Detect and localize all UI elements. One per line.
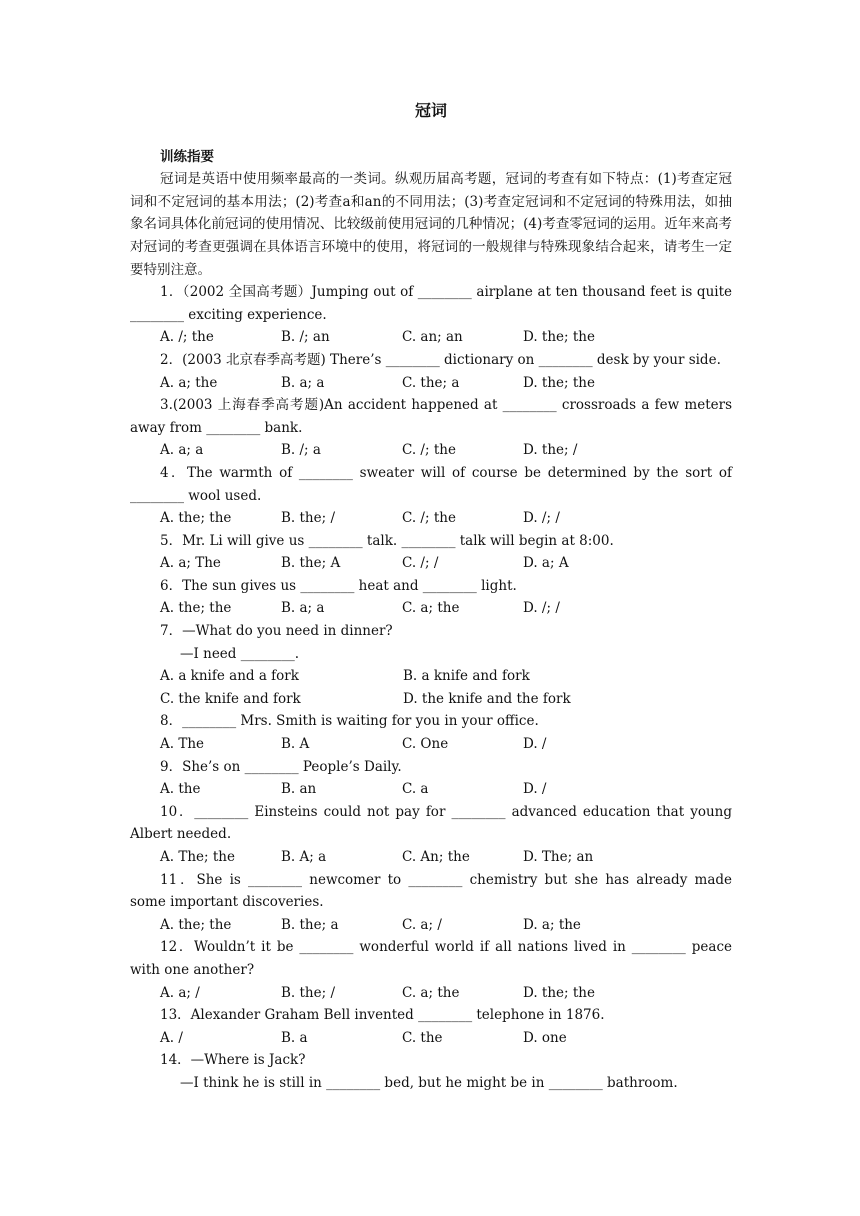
question-13: 13．Alexander Graham Bell invented ________ telephone in 1876. bbox=[160, 1007, 605, 1024]
option-a: A. /; the bbox=[160, 329, 214, 346]
question-7-options-row1 bbox=[130, 665, 732, 688]
option-a: A. a; a bbox=[160, 442, 204, 459]
question-5-options bbox=[130, 552, 732, 575]
option-b: B. a; a bbox=[281, 374, 325, 391]
question-2-options bbox=[130, 372, 732, 395]
document-page bbox=[130, 100, 732, 1095]
question-11-options bbox=[130, 914, 732, 937]
option-d: D. a; A bbox=[523, 555, 569, 572]
option-c: C. a; the bbox=[402, 984, 460, 1001]
option-c: C. an; an bbox=[402, 329, 463, 346]
option-b: B. a; a bbox=[281, 600, 325, 617]
option-d: D. the; / bbox=[523, 442, 578, 459]
option-b: B. the; / bbox=[281, 984, 335, 1001]
option-d: D. / bbox=[523, 781, 547, 798]
option-d: D. the; the bbox=[523, 329, 595, 346]
question-1-options bbox=[130, 326, 732, 349]
option-c: C. /; / bbox=[402, 555, 439, 572]
question-7-options-row2 bbox=[130, 688, 732, 711]
question-6: 6．The sun gives us ________ heat and ________ light. bbox=[160, 577, 517, 594]
option-a: A. a; the bbox=[160, 374, 218, 391]
option-b: B. A; a bbox=[281, 849, 327, 865]
question-12-options bbox=[130, 982, 732, 1005]
option-c: C. a bbox=[402, 781, 429, 798]
option-d: D. the; the bbox=[523, 374, 595, 391]
option-a: A. the; the bbox=[160, 510, 232, 527]
question-13-options bbox=[130, 1027, 732, 1050]
option-a: A. a; The bbox=[160, 555, 221, 572]
option-c: C. An; the bbox=[402, 849, 470, 865]
question-10-options bbox=[130, 846, 732, 869]
option-b: B. a knife and fork bbox=[403, 668, 530, 685]
question-2: 2．(2003 北京春季高考题) There’s ________ dictionary on ________ desk by your side. bbox=[160, 351, 721, 368]
option-b: B. a bbox=[281, 1029, 308, 1046]
question-10: 10．________ Einsteins could not pay for ________ advanced education that young Albert needed. bbox=[130, 803, 732, 843]
question-6-options bbox=[130, 597, 732, 620]
question-1: 1．（2002 全国高考题）Jumping out of ________ airplane at ten thousand feet is quite ________ exciting experience. bbox=[130, 284, 732, 323]
option-a: A. a; / bbox=[160, 984, 200, 1001]
option-c: C. a; / bbox=[402, 916, 442, 933]
option-b: B. the; a bbox=[281, 916, 339, 933]
option-b: B. /; an bbox=[281, 329, 330, 346]
option-d: D. the; the bbox=[523, 984, 595, 1001]
option-a: A. the bbox=[160, 781, 201, 798]
option-d: D. the knife and the fork bbox=[403, 690, 571, 707]
question-7: 7．—What do you need in dinner? bbox=[160, 623, 393, 640]
option-b: B. /; a bbox=[281, 442, 321, 459]
option-a: A. a knife and a fork bbox=[160, 668, 299, 685]
option-c: C. One bbox=[402, 736, 449, 753]
question-4-options bbox=[130, 507, 732, 530]
section-heading: 训练指要 bbox=[160, 148, 214, 165]
option-b: B. the; / bbox=[281, 510, 335, 527]
option-d: D. / bbox=[523, 736, 547, 753]
option-d: D. /; / bbox=[523, 600, 560, 617]
option-a: A. the; the bbox=[160, 600, 232, 617]
option-c: C. /; the bbox=[402, 510, 456, 527]
intro-paragraph: 冠词是英语中使用频率最高的一类词。纵观历届高考题，冠词的考查有如下特点：(1)考查定冠词和不定冠词的基本用法；(2)考查a和an的不同用法；(3)考查定冠词和不定冠词的特殊用法，如抽象名词具体化前冠词的使用情况、比较级前使用冠词的几种情况；(4)考查零冠词的运用。近年来高考对冠词的考查更强调在具体语言环境中的使用，将冠词的一般规律与特殊现象结合起来，请考生一定要特别注意。 bbox=[130, 171, 732, 278]
option-d: D. a; the bbox=[523, 916, 581, 933]
question-3: 3.(2003 上海春季高考题)An accident happened at ________ crossroads a few meters away from ________ bank. bbox=[130, 397, 732, 436]
option-d: D. one bbox=[523, 1029, 567, 1046]
option-d: D. /; / bbox=[523, 510, 560, 527]
option-c: C. the knife and fork bbox=[160, 690, 301, 707]
question-7-reply: —I need ________. bbox=[180, 645, 300, 662]
option-c: C. the bbox=[402, 1029, 443, 1046]
question-11: 11．She is ________ newcomer to ________ chemistry but she has already made some important discoveries. bbox=[130, 871, 732, 911]
option-b: B. an bbox=[281, 781, 317, 798]
option-c: C. /; the bbox=[402, 442, 456, 459]
option-c: C. a; the bbox=[402, 600, 460, 617]
question-8-options bbox=[130, 733, 732, 756]
document-title: 冠词 bbox=[414, 101, 447, 120]
question-3-options bbox=[130, 439, 732, 462]
option-b: B. the; A bbox=[281, 555, 341, 572]
question-4: 4．The warmth of ________ sweater will of course be determined by the sort of ________ wool used. bbox=[130, 464, 732, 504]
question-9-options bbox=[130, 778, 732, 801]
option-a: A. / bbox=[160, 1029, 183, 1046]
question-12: 12．Wouldn’t it be ________ wonderful world if all nations lived in ________ peace with one another? bbox=[130, 939, 732, 978]
option-a: A. the; the bbox=[160, 916, 232, 933]
option-a: A. The; the bbox=[160, 849, 235, 865]
question-9: 9．She’s on ________ People’s Daily. bbox=[160, 758, 402, 775]
question-14-reply: —I think he is still in ________ bed, but he might be in ________ bathroom. bbox=[180, 1074, 678, 1091]
question-5: 5．Mr. Li will give us ________ talk. ________ talk will begin at 8:00. bbox=[160, 532, 614, 549]
option-d: D. The; an bbox=[523, 849, 594, 865]
option-a: A. The bbox=[160, 736, 205, 753]
option-c: C. the; a bbox=[402, 374, 460, 391]
option-b: B. A bbox=[281, 736, 310, 753]
question-14: 14．—Where is Jack? bbox=[160, 1052, 306, 1069]
question-8: 8．________ Mrs. Smith is waiting for you in your office. bbox=[160, 713, 539, 730]
